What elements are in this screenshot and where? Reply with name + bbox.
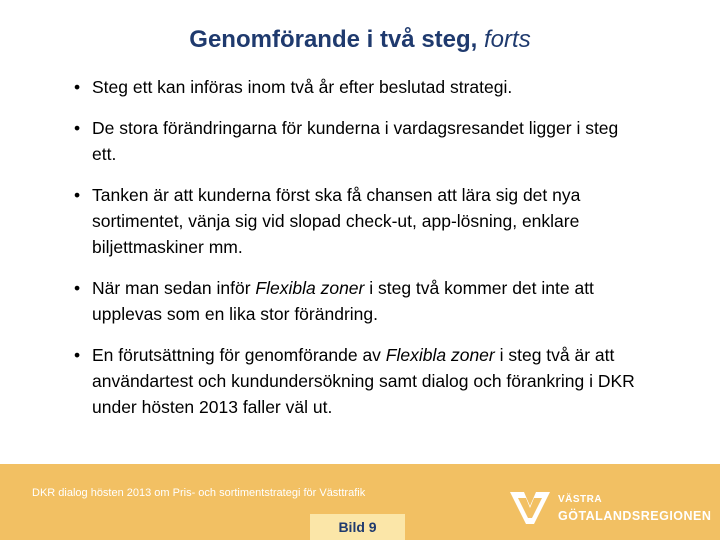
- bullet-marker: •: [74, 185, 81, 205]
- bullet-item: [74, 342, 644, 420]
- bullet-text: En förutsättning för genomförande av: [92, 345, 386, 365]
- bullet-marker: •: [74, 345, 81, 365]
- bullet-text: Steg ett kan införas inom två år efter beslutad strategi.: [92, 77, 513, 97]
- footer-bar: [0, 464, 720, 540]
- bullet-item: [74, 74, 644, 100]
- bullet-text: När man sedan inför: [92, 278, 256, 298]
- bullet-marker: •: [74, 278, 81, 298]
- bullet-marker: •: [74, 118, 81, 138]
- bullet-emphasis: Flexibla zoner: [255, 278, 365, 298]
- slide-title-sub: forts: [484, 26, 531, 53]
- vastra-gotalandsregionen-logo-icon: [508, 488, 552, 528]
- bullet-item: [74, 115, 644, 167]
- bullet-emphasis: Flexibla zoner: [385, 345, 495, 365]
- bullet-text: De stora förändringarna för kunderna i vardagsresandet ligger i steg ett.: [92, 118, 619, 164]
- slide-title-main: Genomförande i två steg,: [189, 26, 478, 53]
- bullet-text: i steg två kommer det inte att upplevas som en lika stor förändring.: [92, 278, 594, 324]
- bullet-text: Tanken är att kunderna först ska få chansen att lära sig det nya sortimentet, vänja sig vid slopad check-ut, app-lösning, enklare biljettmaskiner mm.: [92, 185, 581, 257]
- logo-text-line2: GÖTALANDSREGIONEN: [558, 509, 712, 523]
- bullet-text: i steg två är att användartest och kundundersökning samt dialog och förankring i DKR under hösten 2013 faller väl ut.: [92, 345, 635, 417]
- organization-logo: [508, 488, 712, 528]
- bullet-list: [74, 74, 644, 435]
- logo-text-line1: VÄSTRA: [558, 494, 603, 505]
- bullet-marker: •: [74, 77, 81, 97]
- bullet-item: [74, 275, 644, 327]
- page-number: Bild 9: [310, 514, 405, 540]
- slide-title: [0, 26, 720, 54]
- bullet-item: [74, 182, 644, 260]
- footer-text: DKR dialog hösten 2013 om Pris- och sortimentstrategi för Västtrafik: [32, 487, 366, 499]
